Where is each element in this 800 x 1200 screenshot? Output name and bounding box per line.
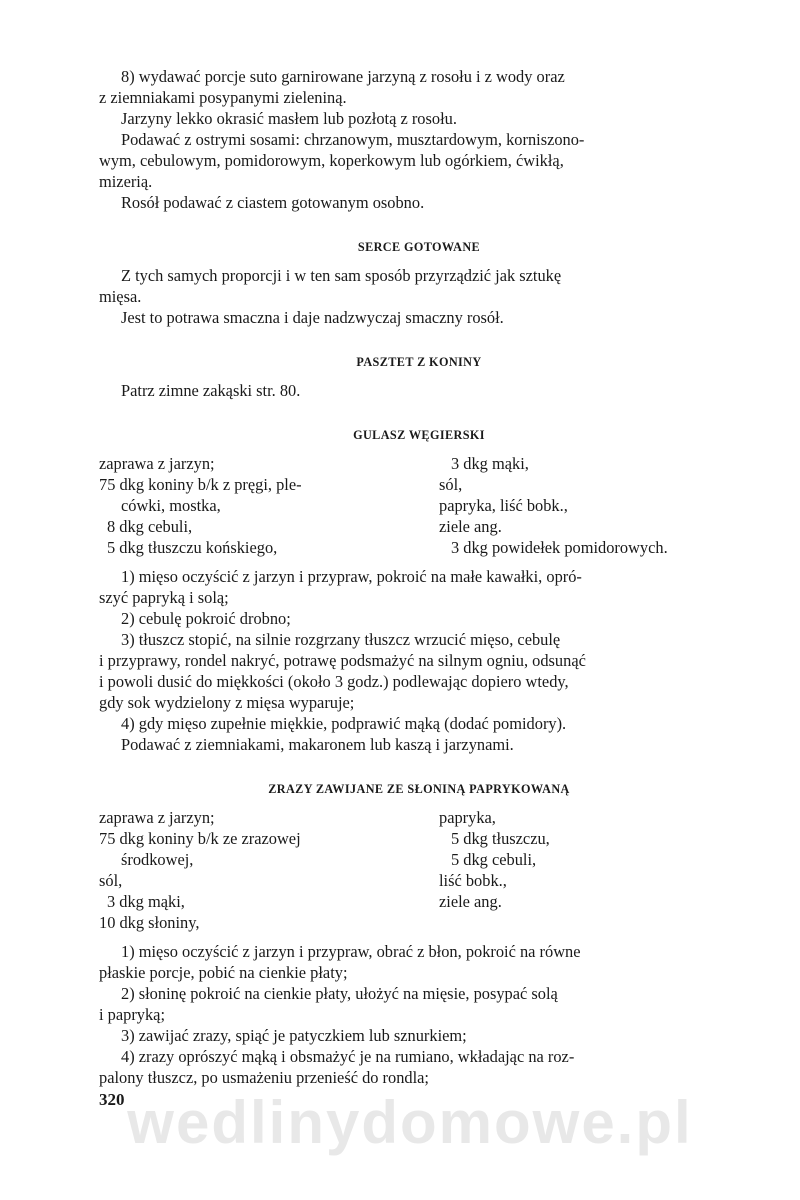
step-line: 3) zawijać zrazy, spiąć je patyczkiem lub sznurkiem; xyxy=(121,1026,467,1045)
ingredient-item: papryka, xyxy=(439,808,496,827)
ingredient-item: papryka, liść bobk., xyxy=(439,496,568,515)
zrazy-steps xyxy=(99,941,739,1088)
ingredient-item: zaprawa z jarzyn; xyxy=(99,808,215,827)
intro-line: Jarzyny lekko okrasić masłem lub pozłotą z rosołu. xyxy=(121,109,457,128)
step-line: Podawać z ziemniakami, makaronem lub kaszą i jarzynami. xyxy=(121,735,514,754)
intro-line: wym, cebulowym, pomidorowym, koperkowym lub ogórkiem, ćwikłą, xyxy=(99,151,564,170)
intro-section xyxy=(99,66,739,213)
serce-line: mięsa. xyxy=(99,287,142,306)
intro-line: Podawać z ostrymi sosami: chrzanowym, musztardowym, korniszono- xyxy=(121,130,585,149)
ingredient-item: 5 dkg cebuli, xyxy=(451,850,537,869)
step-line: i papryką; xyxy=(99,1005,165,1024)
ingredient-item: 5 dkg tłuszczu, xyxy=(451,829,550,848)
intro-line: Rosół podawać z ciastem gotowanym osobno. xyxy=(121,193,425,212)
watermark: wedlinydomowe.pl xyxy=(127,1089,693,1156)
ingredient-item: środkowej, xyxy=(121,850,194,869)
intro-line: z ziemniakami posypanymi zieleniną. xyxy=(99,88,347,107)
step-line: szyć papryką i solą; xyxy=(99,588,229,607)
zrazy-ingredients-right xyxy=(439,807,739,933)
page-body xyxy=(99,66,739,1088)
gulasz-ingredients xyxy=(99,453,739,558)
step-line: płaskie porcje, pobić na cienkie płaty; xyxy=(99,963,348,982)
step-line: 4) gdy mięso zupełnie miękkie, podprawić mąką (dodać pomidory). xyxy=(121,714,567,733)
ingredient-item: sól, xyxy=(439,475,463,494)
gulasz-title: GULASZ WĘGIERSKI xyxy=(353,428,485,442)
step-line: 2) słoninę pokroić na cienkie płaty, ułożyć na mięsie, posypać solą xyxy=(121,984,558,1003)
page-number: 320 xyxy=(99,1090,125,1109)
step-line: 1) mięso oczyścić z jarzyn i przypraw, pokroić na małe kawałki, opró- xyxy=(121,567,582,586)
pasztet-section xyxy=(99,380,739,401)
step-line: 4) zrazy oprószyć mąką i obsmażyć je na rumiano, wkładając na roz- xyxy=(121,1047,575,1066)
step-line: palony tłuszcz, po usmażeniu przenieść do rondla; xyxy=(99,1068,429,1087)
ingredient-item: 3 dkg mąki, xyxy=(451,454,529,473)
intro-line: mizerią. xyxy=(99,172,153,191)
gulasz-ingredients-left xyxy=(99,453,419,558)
ingredient-item: 75 dkg koniny b/k z pręgi, ple- xyxy=(99,475,302,494)
serce-section xyxy=(99,265,739,328)
ingredient-item: 3 dkg powidełek pomidorowych. xyxy=(451,538,668,557)
step-line: gdy sok wydzielony z mięsa wyparuje; xyxy=(99,693,355,712)
ingredient-item: ziele ang. xyxy=(439,517,502,536)
serce-line: Jest to potrawa smaczna i daje nadzwyczaj smaczny rosół. xyxy=(121,308,504,327)
ingredient-item: cówki, mostka, xyxy=(121,496,221,515)
zrazy-title: ZRAZY ZAWIJANE ZE SŁONINĄ PAPRYKOWANĄ xyxy=(268,782,570,796)
ingredient-item: 8 dkg cebuli, xyxy=(107,517,193,536)
serce-title: SERCE GOTOWANE xyxy=(357,240,481,254)
pasztet-line: Patrz zimne zakąski str. 80. xyxy=(121,381,301,400)
step-line: i powoli dusić do miękkości (około 3 godz.) podlewając dopiero wtedy, xyxy=(99,672,569,691)
zrazy-ingredients-left xyxy=(99,807,419,933)
serce-line: Z tych samych proporcji i w ten sam sposób przyrządzić jak sztukę xyxy=(121,266,562,285)
step-line: 1) mięso oczyścić z jarzyn i przypraw, obrać z błon, pokroić na równe xyxy=(121,942,581,961)
ingredient-item: liść bobk., xyxy=(439,871,507,890)
pasztet-title: PASZTET Z KONINY xyxy=(356,355,482,369)
step-line: i przyprawy, rondel nakryć, potrawę podsmażyć na silnym ogniu, odsunąć xyxy=(99,651,586,670)
ingredient-item: 3 dkg mąki, xyxy=(107,892,185,911)
gulasz-steps xyxy=(99,566,739,755)
ingredient-item: sól, xyxy=(99,871,123,890)
step-line: 2) cebulę pokroić drobno; xyxy=(121,609,291,628)
ingredient-item: 5 dkg tłuszczu końskiego, xyxy=(107,538,278,557)
ingredient-item: 10 dkg słoniny, xyxy=(99,913,200,932)
step-line: 3) tłuszcz stopić, na silnie rozgrzany tłuszcz wrzucić mięso, cebulę xyxy=(121,630,561,649)
zrazy-ingredients xyxy=(99,807,739,933)
intro-line: 8) wydawać porcje suto garnirowane jarzyną z rosołu i z wody oraz xyxy=(121,67,565,86)
ingredient-item: zaprawa z jarzyn; xyxy=(99,454,215,473)
ingredient-item: ziele ang. xyxy=(439,892,502,911)
gulasz-ingredients-right xyxy=(439,453,739,558)
ingredient-item: 75 dkg koniny b/k ze zrazowej xyxy=(99,829,301,848)
